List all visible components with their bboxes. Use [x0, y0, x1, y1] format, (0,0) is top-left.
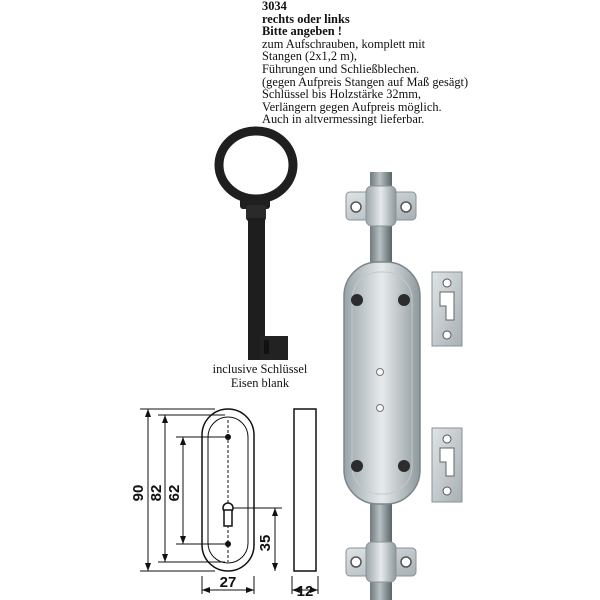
description-line: Stangen (2x1,2 m), — [262, 49, 357, 64]
key-caption-line: inclusive Schlüssel — [212, 362, 308, 376]
description-line: Verlängern gegen Aufpreis möglich. — [262, 99, 442, 114]
description-line: Schlüssel bis Holzstärke 32mm, — [262, 87, 421, 102]
dim-screw-outer: 82 — [148, 484, 165, 502]
key-caption-line: Eisen blank — [230, 376, 290, 390]
product-number: 3034 — [262, 0, 287, 13]
description-line: (gegen Aufpreis Stangen auf Maß gesägt) — [262, 74, 469, 89]
product-side: rechts oder links — [262, 11, 350, 26]
description-line: zum Aufschrauben, komplett mit — [262, 36, 426, 51]
product-notice: Bitte angeben ! — [262, 24, 342, 39]
description-line: Auch in altvermessingt lieferbar. — [262, 112, 425, 127]
dim-total-height: 90 — [130, 484, 147, 502]
dim-width: 27 — [219, 574, 237, 591]
description-line: Führungen und Schließblechen. — [262, 61, 420, 76]
dim-depth: 12 — [296, 583, 314, 600]
dim-key-offset: 35 — [257, 534, 274, 552]
dim-screw-inner: 62 — [166, 484, 183, 502]
